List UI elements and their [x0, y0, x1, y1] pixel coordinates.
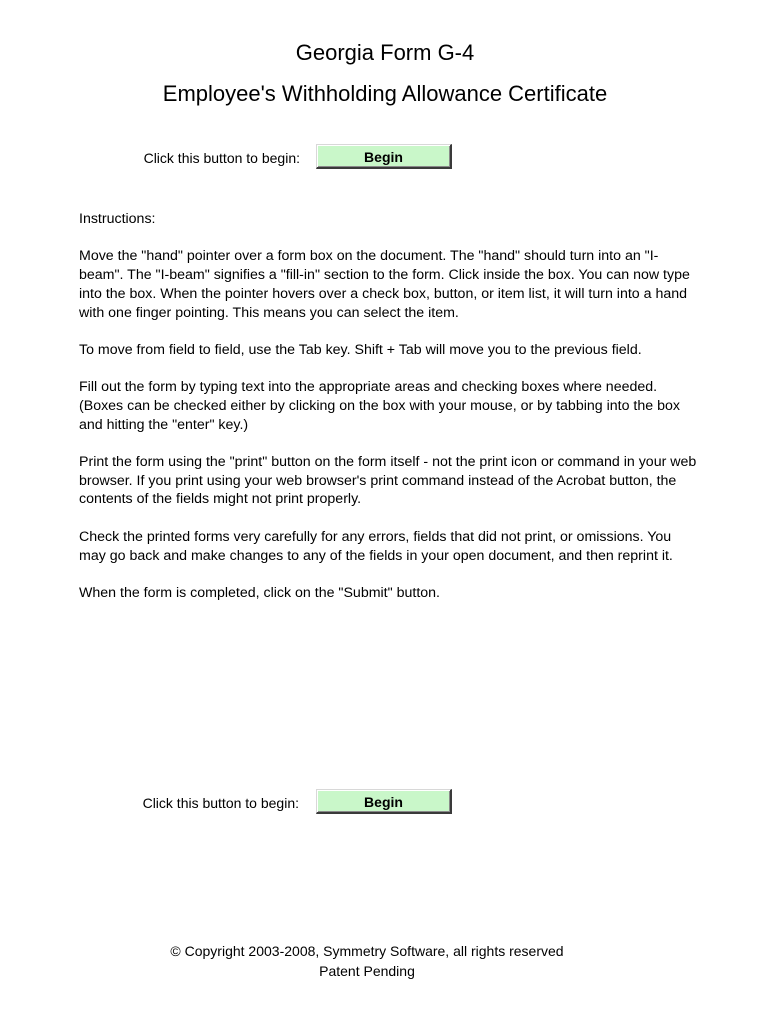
instructions-heading: Instructions:	[79, 211, 156, 227]
begin-button-bottom[interactable]: Begin	[316, 789, 452, 814]
instruction-paragraph-submit: When the form is completed, click on the "Submit" button.	[79, 584, 440, 601]
patent-notice: Patent Pending	[319, 963, 415, 979]
form-title: Georgia Form G-4	[295, 40, 475, 65]
instruction-paragraph-tab: To move from field to field, use the Tab key. Shift + Tab will move you to the previous field.	[79, 341, 642, 358]
instruction-paragraph-pointer: Move the "hand" pointer over a form box on the document. The "hand" should turn into an "I-beam". The "I-beam" signifies a "fill-in" section to the form. Click inside the box. You can now type into the box. When the pointer hovers over a check box, button, or item list, it will turn into a hand with one finger pointing. This means you can select the item.	[79, 248, 690, 321]
instruction-paragraph-check: Check the printed forms very carefully for any errors, fields that did not print, or omissions. You may go back and make changes to any of the fields in your open document, and then reprint it.	[79, 528, 673, 564]
form-subtitle: Employee's Withholding Allowance Certificate	[162, 81, 608, 106]
copyright-notice: © Copyright 2003-2008, Symmetry Software, all rights reserved	[170, 943, 564, 959]
begin-prompt-bottom: Click this button to begin:	[142, 795, 299, 811]
begin-prompt-top: Click this button to begin:	[143, 150, 300, 166]
instruction-paragraph-print: Print the form using the "print" button on the form itself - not the print icon or command in your web browser. If you print using your web browser's print command instead of the Acrobat button, the contents of the fields might not print properly.	[79, 454, 697, 508]
begin-button-top[interactable]: Begin	[316, 144, 452, 169]
instruction-paragraph-fill: Fill out the form by typing text into the appropriate areas and checking boxes where needed. (Boxes can be checked either by clicking on the box with your mouse, or by tabbing into the box and hitting the "enter" key.)	[79, 379, 680, 433]
begin-row-top	[0, 144, 770, 172]
instructions-section	[79, 210, 699, 621]
begin-row-bottom	[0, 789, 770, 817]
